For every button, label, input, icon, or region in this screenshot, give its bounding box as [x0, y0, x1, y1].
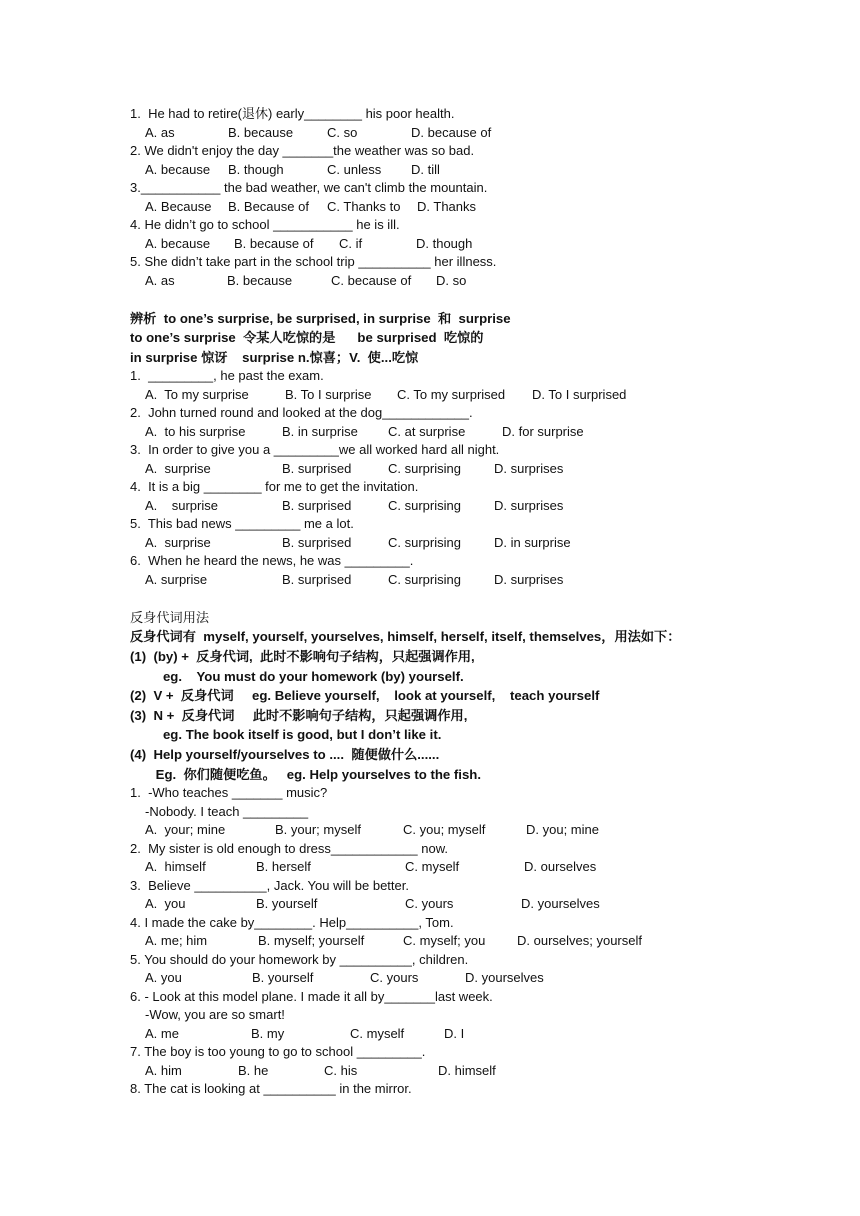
- option-b: B. in surprise: [282, 423, 358, 439]
- options-2: [130, 161, 790, 180]
- option-b: B. because: [228, 124, 294, 140]
- question-3: 3. In order to give you a _________we all worked hard all night.: [130, 442, 500, 458]
- question-2: 2. My sister is old enough to dress____________ now.: [130, 840, 448, 856]
- options-5: [130, 969, 790, 988]
- option-b: B. yourself: [256, 896, 318, 912]
- option-a: A. To my surprise: [145, 386, 249, 402]
- section-surprise: [130, 309, 790, 590]
- option-b: B. because: [227, 272, 293, 288]
- options-4: [130, 497, 790, 516]
- option-d: D. surprises: [494, 497, 564, 513]
- rule-line-7: (4) Help yourself/yourselves to .... 随便做什么......: [130, 746, 440, 762]
- options-3: [130, 460, 790, 479]
- question-5: 5. She didn’t take part in the school trip __________ her illness.: [130, 254, 497, 269]
- question-2: 2. John turned round and looked at the dog____________.: [130, 405, 473, 421]
- option-a: A. surprise: [145, 497, 218, 513]
- option-c: C. so: [327, 124, 358, 140]
- spacer: [130, 589, 790, 608]
- question-5: 5. This bad news _________ me a lot.: [130, 516, 354, 532]
- question-5: 5. You should do your homework by __________, children.: [130, 951, 469, 967]
- option-d: D. so: [436, 272, 467, 288]
- option-c: C. his: [324, 1062, 358, 1078]
- option-c: C. yours: [405, 896, 454, 912]
- option-a: A. me; him: [145, 933, 208, 949]
- option-b: B. though: [228, 161, 284, 177]
- option-a: A. you: [145, 970, 182, 986]
- option-c: C. Thanks to: [327, 198, 401, 214]
- rule-line-3: eg. You must do your homework (by) yourself.: [130, 668, 464, 684]
- options-1: [130, 386, 790, 405]
- section-heading: 辨析 to one’s surprise, be surprised, in surprise 和 surprise: [130, 310, 511, 326]
- option-a: A. as: [145, 272, 175, 288]
- rule-line-1: 反身代词有 myself, yourself, yourselves, himself, herself, itself, themselves，用法如下：: [130, 629, 681, 645]
- option-b: B. herself: [256, 859, 311, 875]
- option-c: C. yours: [370, 970, 419, 986]
- rule-line-5: (3) N + 反身代词 此时不影响句子结构，只起强调作用,: [130, 707, 468, 723]
- option-a: A. surprise: [145, 534, 211, 550]
- option-d: D. ourselves; yourself: [517, 933, 642, 949]
- options-5: [130, 534, 790, 553]
- option-b: B. my: [251, 1025, 285, 1041]
- option-d: D. surprises: [494, 460, 564, 476]
- option-a: A. your; mine: [145, 822, 226, 838]
- rule-line-2: in surprise 惊讶 surprise n.惊喜；V. 使...吃惊: [130, 349, 419, 365]
- rule-line-6: eg. The book itself is good, but I don’t like it.: [130, 727, 442, 743]
- option-a: A. himself: [145, 859, 206, 875]
- option-d: D. surprises: [494, 571, 564, 587]
- option-b: B. surprised: [282, 497, 352, 513]
- options-4: [130, 932, 790, 951]
- question-2: 2. We didn't enjoy the day _______the weather was so bad.: [130, 143, 475, 158]
- option-d: D. Thanks: [417, 198, 477, 214]
- option-c: C. To my surprised: [397, 386, 506, 402]
- option-c: C. myself: [350, 1025, 405, 1041]
- option-d: D. till: [411, 161, 440, 177]
- question-7: 7. The boy is too young to go to school _________.: [130, 1044, 426, 1060]
- option-c: C. surprising: [388, 571, 461, 587]
- option-b: B. because of: [234, 235, 314, 251]
- option-c: C. surprising: [388, 534, 461, 550]
- option-d: D. ourselves: [524, 859, 597, 875]
- option-a: A. me: [145, 1025, 179, 1041]
- section-conjunctions: [130, 105, 790, 290]
- option-d: D. To I surprised: [532, 386, 627, 402]
- question-1: 1. He had to retire(退休) early________ his poor health.: [130, 106, 455, 121]
- options-1: [130, 124, 790, 143]
- question-1-reply: -Nobody. I teach _________: [145, 803, 309, 819]
- option-a: A. surprise: [145, 571, 208, 587]
- question-6-reply: -Wow, you are so smart!: [145, 1007, 285, 1023]
- options-4: [130, 235, 790, 254]
- option-c: C. surprising: [388, 460, 461, 476]
- option-a: A. you: [145, 896, 186, 912]
- option-b: B. yourself: [252, 970, 314, 986]
- document-body: [130, 105, 790, 1099]
- option-d: D. in surprise: [494, 534, 571, 550]
- options-2: [130, 858, 790, 877]
- options-6: [130, 1025, 790, 1044]
- option-a: A. as: [145, 124, 175, 140]
- option-d: D. himself: [438, 1062, 496, 1078]
- option-d: D. yourselves: [465, 970, 544, 986]
- section-reflexive-pronouns: [130, 608, 790, 1099]
- options-3: [130, 895, 790, 914]
- question-3: 3. Believe __________, Jack. You will be better.: [130, 877, 409, 893]
- question-4: 4. He didn’t go to school ___________ he is ill.: [130, 217, 400, 232]
- section-title: 反身代词用法: [130, 609, 210, 625]
- option-d: D. though: [416, 235, 473, 251]
- options-2: [130, 423, 790, 442]
- spacer: [130, 290, 790, 309]
- option-b: B. surprised: [282, 571, 352, 587]
- question-6: 6. When he heard the news, he was _________.: [130, 553, 414, 569]
- option-c: C. unless: [327, 161, 382, 177]
- options-3: [130, 198, 790, 217]
- option-b: B. myself; yourself: [258, 933, 365, 949]
- option-b: B. Because of: [228, 198, 309, 214]
- option-d: D. yourselves: [521, 896, 600, 912]
- option-c: C. if: [339, 235, 363, 251]
- options-7: [130, 1062, 790, 1081]
- question-3: 3.___________ the bad weather, we can't climb the mountain.: [130, 180, 488, 195]
- question-8: 8. The cat is looking at __________ in the mirror.: [130, 1081, 412, 1097]
- options-1: [130, 821, 790, 840]
- option-c: C. you; myself: [403, 822, 486, 838]
- option-d: D. you; mine: [526, 822, 599, 838]
- option-c: C. because of: [331, 272, 412, 288]
- rule-line-4: (2) V + 反身代词 eg. Believe yourself, look at yourself, teach yourself: [130, 688, 600, 704]
- option-d: D. for surprise: [502, 423, 584, 439]
- option-b: B. surprised: [282, 534, 352, 550]
- question-4: 4. It is a big ________ for me to get the invitation.: [130, 479, 419, 495]
- option-b: B. your; myself: [275, 822, 361, 838]
- rule-line-1: to one’s surprise 令某人吃惊的是 be surprised 吃惊的: [130, 330, 484, 346]
- question-1: 1. -Who teaches _______ music?: [130, 785, 328, 801]
- options-6: [130, 571, 790, 590]
- option-a: A. Because: [145, 198, 212, 214]
- option-d: D. because of: [411, 124, 492, 140]
- option-a: A. because: [145, 235, 211, 251]
- option-d: D. I: [444, 1025, 465, 1041]
- rule-line-2: (1) (by) + 反身代词, 此时不影响句子结构，只起强调作用,: [130, 648, 475, 664]
- option-a: A. him: [145, 1062, 182, 1078]
- question-6: 6. - Look at this model plane. I made it all by_______last week.: [130, 988, 493, 1004]
- option-c: C. at surprise: [388, 423, 466, 439]
- rule-line-8: Eg. 你们随便吃鱼。 eg. Help yourselves to the fish.: [130, 766, 481, 782]
- option-b: B. surprised: [282, 460, 352, 476]
- option-c: C. myself: [405, 859, 460, 875]
- options-5: [130, 272, 790, 291]
- option-a: A. because: [145, 161, 211, 177]
- option-a: A. to his surprise: [145, 423, 246, 439]
- question-1: 1. _________, he past the exam.: [130, 368, 324, 384]
- option-c: C. surprising: [388, 497, 461, 513]
- option-b: B. To I surprise: [285, 386, 372, 402]
- option-a: A. surprise: [145, 460, 211, 476]
- option-b: B. he: [238, 1062, 269, 1078]
- question-4: 4. I made the cake by________. Help__________, Tom.: [130, 914, 454, 930]
- option-c: C. myself; you: [403, 933, 486, 949]
